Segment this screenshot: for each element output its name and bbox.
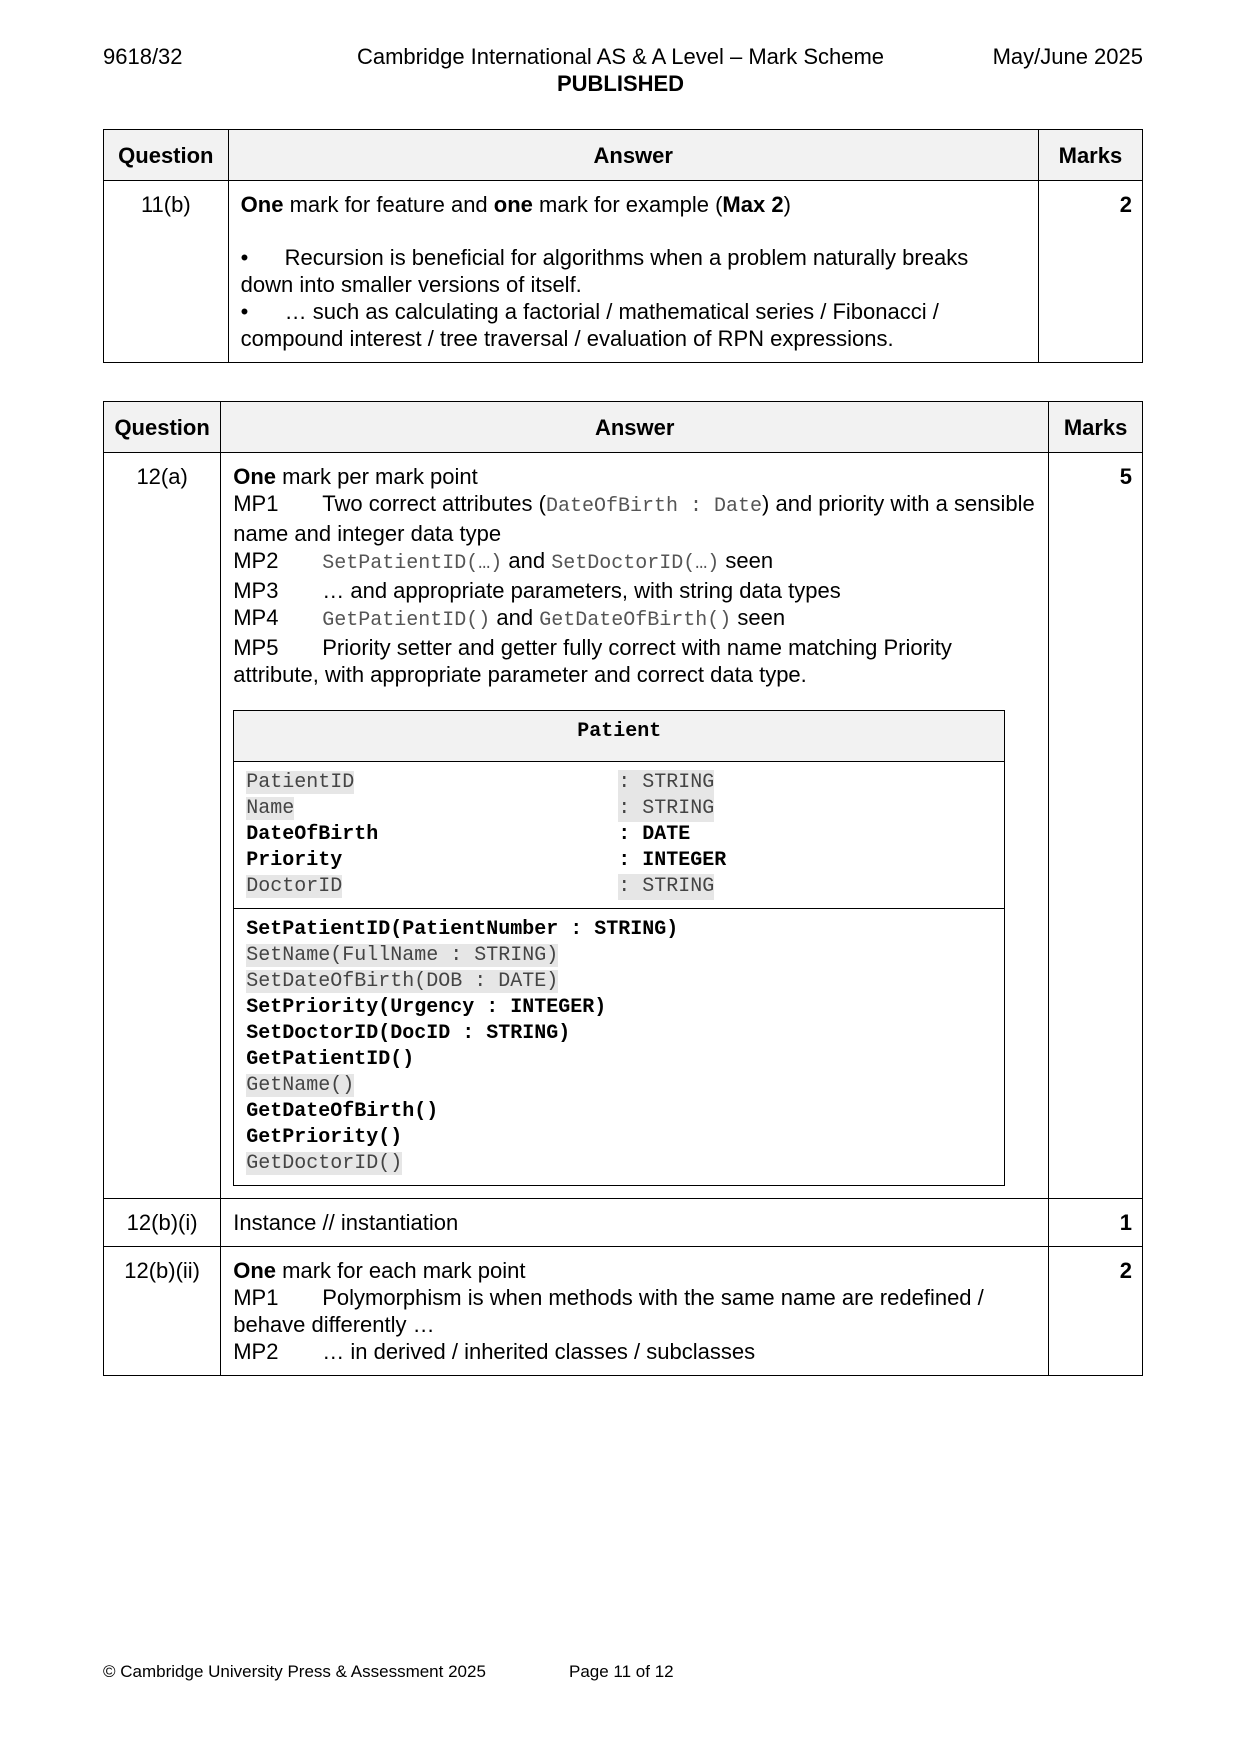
marks-value: 2 bbox=[1038, 181, 1142, 363]
question-number: 11(b) bbox=[104, 181, 229, 363]
question-column-header: Question bbox=[104, 402, 221, 453]
uml-method: GetPatientID() bbox=[246, 1048, 415, 1071]
mark-scheme-table-11 bbox=[103, 129, 1143, 363]
uml-attribute: Priority : INTEGER bbox=[246, 849, 727, 872]
uml-attribute: Name : STRING bbox=[246, 797, 715, 820]
exam-session: May/June 2025 bbox=[992, 44, 1143, 69]
mark-scheme-table-12 bbox=[103, 401, 1143, 1376]
marks-value: 2 bbox=[1049, 1247, 1143, 1376]
answer-intro: One mark for each mark point bbox=[233, 1258, 526, 1283]
uml-method: GetDateOfBirth() bbox=[246, 1100, 439, 1123]
marks-column-header: Marks bbox=[1049, 402, 1143, 453]
uml-method: SetPatientID(PatientNumber : STRING) bbox=[246, 918, 679, 941]
mark-point-mp2: MP2 … in derived / inherited classes / subclasses bbox=[233, 1339, 756, 1364]
uml-class-name: Patient bbox=[234, 711, 1005, 762]
uml-attribute: DoctorID : STRING bbox=[246, 875, 715, 898]
page-number: Page 11 of 12 bbox=[569, 1662, 674, 1681]
mark-point-mp1: MP1 Polymorphism is when methods with the same name are redefined / behave differently … bbox=[233, 1285, 984, 1337]
uml-method: GetPriority() bbox=[246, 1126, 403, 1149]
copyright-notice: © Cambridge University Press & Assessment 2025 bbox=[103, 1662, 486, 1681]
answer-cell bbox=[221, 1247, 1049, 1376]
table-row bbox=[104, 1247, 1143, 1376]
table-row bbox=[104, 1199, 1143, 1247]
marks-value: 1 bbox=[1049, 1199, 1143, 1247]
table-row bbox=[104, 453, 1143, 1199]
uml-methods bbox=[234, 909, 1005, 1186]
answer-column-header: Answer bbox=[221, 402, 1049, 453]
published-label: PUBLISHED bbox=[556, 71, 685, 96]
answer-column-header: Answer bbox=[228, 130, 1038, 181]
paper-code: 9618/32 bbox=[103, 44, 183, 69]
question-column-header: Question bbox=[104, 130, 229, 181]
marks-column-header: Marks bbox=[1038, 130, 1142, 181]
uml-attributes bbox=[234, 762, 1005, 909]
uml-method: SetDateOfBirth(DOB : DATE) bbox=[246, 970, 559, 993]
uml-method: GetName() bbox=[246, 1074, 355, 1097]
mark-point-mp2: MP2 SetPatientID(…) and SetDoctorID(…) seen bbox=[233, 548, 774, 575]
uml-method: GetDoctorID() bbox=[246, 1152, 403, 1175]
uml-class-diagram bbox=[233, 710, 1005, 1186]
answer-intro: One mark per mark point bbox=[233, 464, 478, 489]
mark-point-mp1: MP1 Two correct attributes (DateOfBirth : Date) and priority with a sensible name and integer data type bbox=[233, 491, 1035, 546]
answer-cell bbox=[228, 181, 1038, 363]
marks-value: 5 bbox=[1049, 453, 1143, 1199]
uml-method: SetName(FullName : STRING) bbox=[246, 944, 559, 967]
mark-point-mp4: MP4 GetPatientID() and GetDateOfBirth() seen bbox=[233, 605, 786, 632]
bullet-item: • Recursion is beneficial for algorithms when a problem naturally breaks down into smaller versions of itself. bbox=[240, 245, 969, 297]
uml-attribute: PatientID : STRING bbox=[246, 771, 715, 794]
question-number: 12(a) bbox=[104, 453, 221, 1199]
answer-intro: One mark for feature and one mark for example (Max 2) bbox=[240, 192, 791, 217]
uml-method: SetPriority(Urgency : INTEGER) bbox=[246, 996, 607, 1019]
table-header-row bbox=[104, 402, 1143, 453]
bullet-item: • … such as calculating a factorial / mathematical series / Fibonacci / compound interest / tree traversal / evaluation of RPN expressions. bbox=[240, 299, 939, 351]
answer-cell: Instance // instantiation bbox=[221, 1199, 1049, 1247]
question-number: 12(b)(ii) bbox=[104, 1247, 221, 1376]
uml-attribute: DateOfBirth : DATE bbox=[246, 823, 691, 846]
mark-point-mp3: MP3 … and appropriate parameters, with string data types bbox=[233, 578, 841, 603]
table-header-row bbox=[104, 130, 1143, 181]
uml-method: SetDoctorID(DocID : STRING) bbox=[246, 1022, 571, 1045]
question-number: 12(b)(i) bbox=[104, 1199, 221, 1247]
document-title: Cambridge International AS & A Level – Mark Scheme bbox=[356, 44, 885, 69]
answer-cell bbox=[221, 453, 1049, 1199]
mark-point-mp5: MP5 Priority setter and getter fully correct with name matching Priority attribute, with appropriate parameter and correct data type. bbox=[233, 635, 952, 687]
table-row bbox=[104, 181, 1143, 363]
